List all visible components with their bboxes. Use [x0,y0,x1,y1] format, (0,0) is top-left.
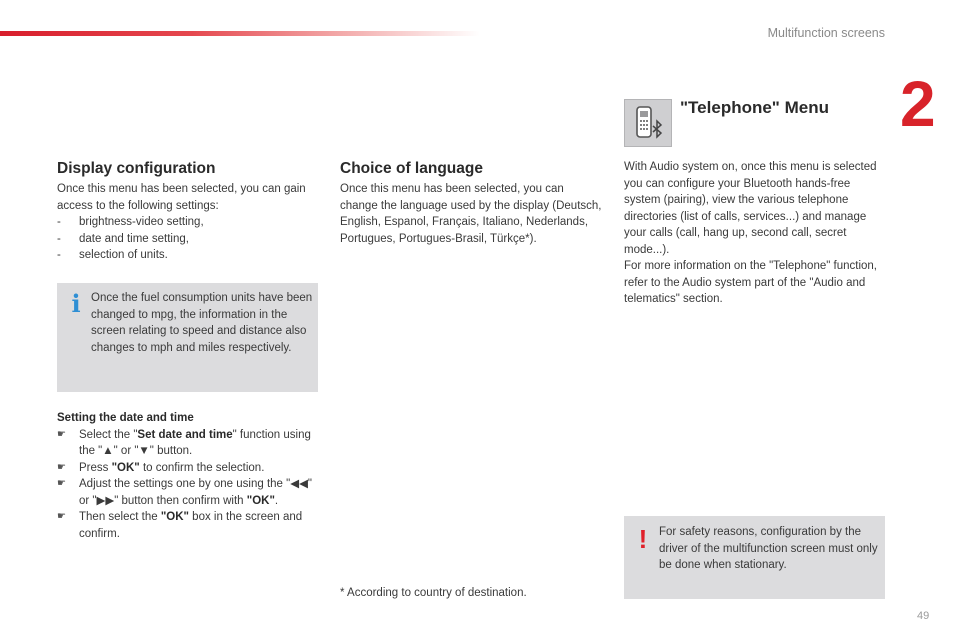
phone-icon [625,100,671,146]
footnote: * According to country of destination. [340,587,527,599]
list-item: - brightness-video setting, [57,216,204,228]
pointer-icon: ☛ [57,511,66,522]
pointer-icon: ☛ [57,478,66,489]
header-accent-bar [0,31,480,36]
telephone-para-1: With Audio system on, once this menu is selected you can configure your Bluetooth hands-free system (pairing), view the various telephone directories (list of calls, services...) and manage your calls (call, hang up, second call, secret mode...). [624,161,877,256]
display-config-intro: Once this menu has been selected, you can gain access to the following settings: [57,183,306,212]
telephone-menu-heading: "Telephone" Menu [680,98,829,117]
chapter-number: 2 [900,68,936,140]
list-item: ☛ Adjust the settings one by one using the "◀◀" or "▶▶" button then confirm with "OK". [57,476,319,509]
warning-box [624,516,885,599]
telephone-body [624,159,884,308]
date-time-steps [57,410,319,542]
pointer-icon: ☛ [57,461,66,473]
list-item: ☛ Press "OK" to confirm the selection. [57,460,319,477]
display-config-heading: Display configuration [57,160,216,177]
date-time-heading: Setting the date and time [57,412,194,424]
telephone-para-2: For more information on the "Telephone" function, refer to the Audio system part of the "Audio and telematics" section. [624,260,877,305]
language-body: Once this menu has been selected, you can change the language used by the display (Deutsch, English, Espanol, Français, Italiano, Nederlands, Portugues, Portugues-Brasil, Türkçe*). [340,183,602,245]
list-item: ☛ Select the "Set date and time" function using the "▲" or "▼" button. [57,427,319,460]
pointer-icon: ☛ [57,428,66,440]
bluetooth-phone-icon [624,99,672,147]
section-title: Multifunction screens [767,26,885,40]
list-item: ☛ Then select the "OK" box in the screen and confirm. [57,509,319,542]
display-config-body [57,181,307,264]
warning-icon: ! [638,524,648,554]
warning-text: For safety reasons, configuration by the driver of the multifunction screen must only be done when stationary. [659,526,878,571]
page-number: 49 [917,610,930,622]
info-note-box [57,283,318,392]
list-item: - date and time setting, [57,232,189,245]
list-item: - selection of units. [57,249,168,261]
info-icon: i [71,289,81,318]
language-heading: Choice of language [340,160,483,177]
info-note-text: Once the fuel consumption units have been changed to mpg, the information in the screen relating to speed and distance also changes to mph and miles respectively. [91,292,313,354]
